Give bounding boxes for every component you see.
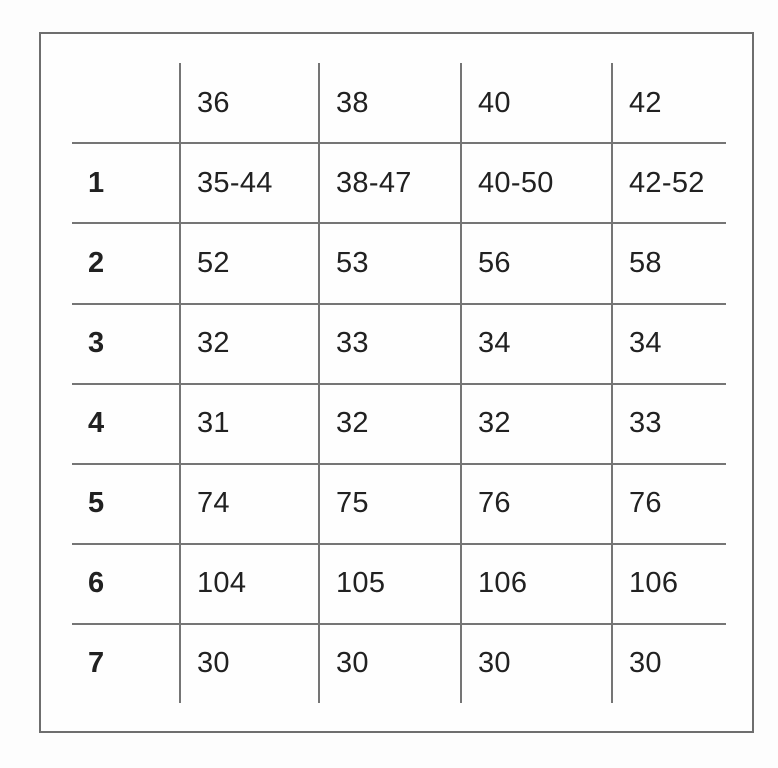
table-cell: 53: [336, 246, 369, 279]
table-cell: 38-47: [336, 166, 412, 199]
table-cell: 104: [197, 566, 247, 599]
table-cell: 31: [197, 406, 230, 439]
table-cell: 56: [478, 246, 511, 279]
table-cell: 106: [478, 566, 528, 599]
table-cell: 76: [629, 486, 662, 519]
size-header-cell: 42: [629, 86, 662, 119]
table-cell: 76: [478, 486, 511, 519]
table-cell: 30: [478, 646, 511, 679]
row-label: 5: [88, 486, 105, 519]
table-cell: 32: [478, 406, 511, 439]
header-corner-cell: [41, 63, 180, 143]
table-cell: 30: [336, 646, 369, 679]
table-cell: 33: [629, 406, 662, 439]
size-chart-table: [41, 63, 754, 703]
table-cell: 105: [336, 566, 386, 599]
table-cell: 32: [197, 326, 230, 359]
table-cell: 30: [629, 646, 662, 679]
size-chart-frame: [39, 32, 754, 733]
table-cell: 42-52: [629, 166, 705, 199]
table-cell: 58: [629, 246, 662, 279]
size-header-cell: 40: [478, 86, 511, 119]
table-cell: 34: [629, 326, 662, 359]
table-cell: 32: [336, 406, 369, 439]
table-cell: 35-44: [197, 166, 273, 199]
table-cell: 52: [197, 246, 230, 279]
row-label: 2: [88, 246, 105, 279]
row-label: 1: [88, 166, 105, 199]
table-cell: 75: [336, 486, 369, 519]
table-cell: 30: [197, 646, 230, 679]
table-cell: 33: [336, 326, 369, 359]
table-cell: 106: [629, 566, 679, 599]
row-label: 4: [88, 406, 105, 439]
table-cell: 34: [478, 326, 511, 359]
row-label: 6: [88, 566, 105, 599]
row-label: 3: [88, 326, 105, 359]
size-header-cell: 36: [197, 86, 230, 119]
table-cell: 74: [197, 486, 230, 519]
table-cell: 40-50: [478, 166, 554, 199]
row-label: 7: [88, 646, 105, 679]
size-header-cell: 38: [336, 86, 369, 119]
